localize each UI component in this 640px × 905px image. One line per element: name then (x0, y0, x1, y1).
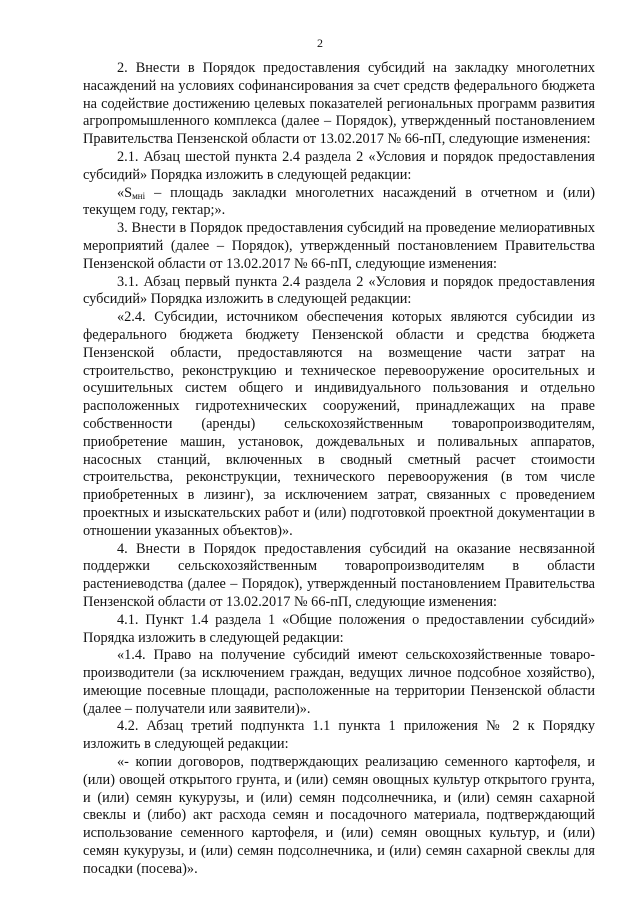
paragraph-3-1: 3.1. Абзац первый пункта 2.4 раздела 2 «Условия и порядок предоставления субсидий» Порядка изложить в следующей редакции: (83, 273, 595, 308)
page-number: 2 (317, 36, 323, 50)
paragraph-2-1: 2.1. Абзац шестой пункта 2.4 раздела 2 «Условия и порядок предоставления субсидий» Порядка изложить в следующей редакции: (83, 148, 595, 183)
paragraph-3: 3. Внести в Порядок предоставления субсидий на проведение мелиоративных мероприятий (далее – Порядок), утвержденный постановлением Правительства Пензенской области от 13.02.2017 № 66-пП, следующие изменения: (83, 220, 595, 272)
paragraph-2: 2. Внести в Порядок предоставления субсидий на закладку многолетних насаждений на условиях софинансирования за счет средств федерального бюджета на содействие достижению целевых показателей региональных программ развития агропромышленного комплекса (далее – Порядок), утвержденный постановлением Правительства Пензенской области от 13.02.2017 № 66-пП, следующие изменения: (83, 60, 595, 148)
paragraph-4: 4. Внести в Порядок предоставления субсидий на оказание несвязанной поддержки сельскохозяйственным товаропроизводителям в области растениеводства (далее – Порядок), утвержденный постановлением Правительства Пензенской области от 13.02.2017 № 66-пП, следующие изменения: (83, 540, 595, 610)
paragraph-4-1-quote: «1.4. Право на получение субсидий имеют сельскохозяйственные товаро-производители (за исключением граждан, ведущих личное подсобное хозяйство), имеющие посевные площади, расположенные на территории Пензенской области (далее – получатели или заявители)». (83, 647, 595, 717)
paragraph-3-1-quote: «2.4. Субсидии, источником обеспечения которых являются субсидии из федерального бюджета бюджету Пензенской области и средства бюджета Пензенской области, предоставляются на возмещение части затрат на строительство, реконструкцию и техническое перевооружение оросительных и осушительных систем общего и индивидуального пользования и отдельно расположенных гидротехнических сооружений, принадлежащих на праве собственности (аренды) сельскохозяйственным товаропроизводителям, приобретение машин, установок, дождевальных и поливальных аппаратов, насосных станций, включенных в сводный сметный расчет стоимости строительства, реконструкции, технического перевооружения (в том числе приобретенных в лизинг), за исключением затрат, связанных с проведением проектных и изыскательских работ и (или) подготовкой проектной документации в отношении указанных объектов)». (83, 309, 595, 539)
paragraph-2-1-formula (83, 185, 595, 221)
paragraph-4-2: 4.2. Абзац третий подпункта 1.1 пункта 1 приложения № 2 к Порядку изложить в следующей редакции: (83, 718, 595, 753)
formula-suffix: – площадь закладки многолетних насаждений в отчетном и (или) текущем году, гектар;». (83, 184, 595, 219)
document-body (83, 60, 595, 879)
paragraph-4-2-quote: «- копии договоров, подтверждающих реализацию семенного картофеля, и (или) овощей открытого грунта, и (или) семян овощных культур открытого грунта, и (или) семян кукурузы, и (или) семян подсолнечника, и (или) семян сахарной свеклы и (либо) акт расхода семян и посадочного материала, подтверждающий использование семенного картофеля, и (или) семян овощных культур, и (или) семян кукурузы, и (или) семян подсолнечника, и (или) семян сахарной свеклы для посадки (посева)». (83, 754, 595, 877)
formula-prefix: «S (117, 184, 133, 201)
formula-subscript: мні (132, 190, 146, 201)
paragraph-4-1: 4.1. Пункт 1.4 раздела 1 «Общие положения о предоставлении субсидий» Порядка изложить в следующей редакции: (83, 611, 595, 646)
